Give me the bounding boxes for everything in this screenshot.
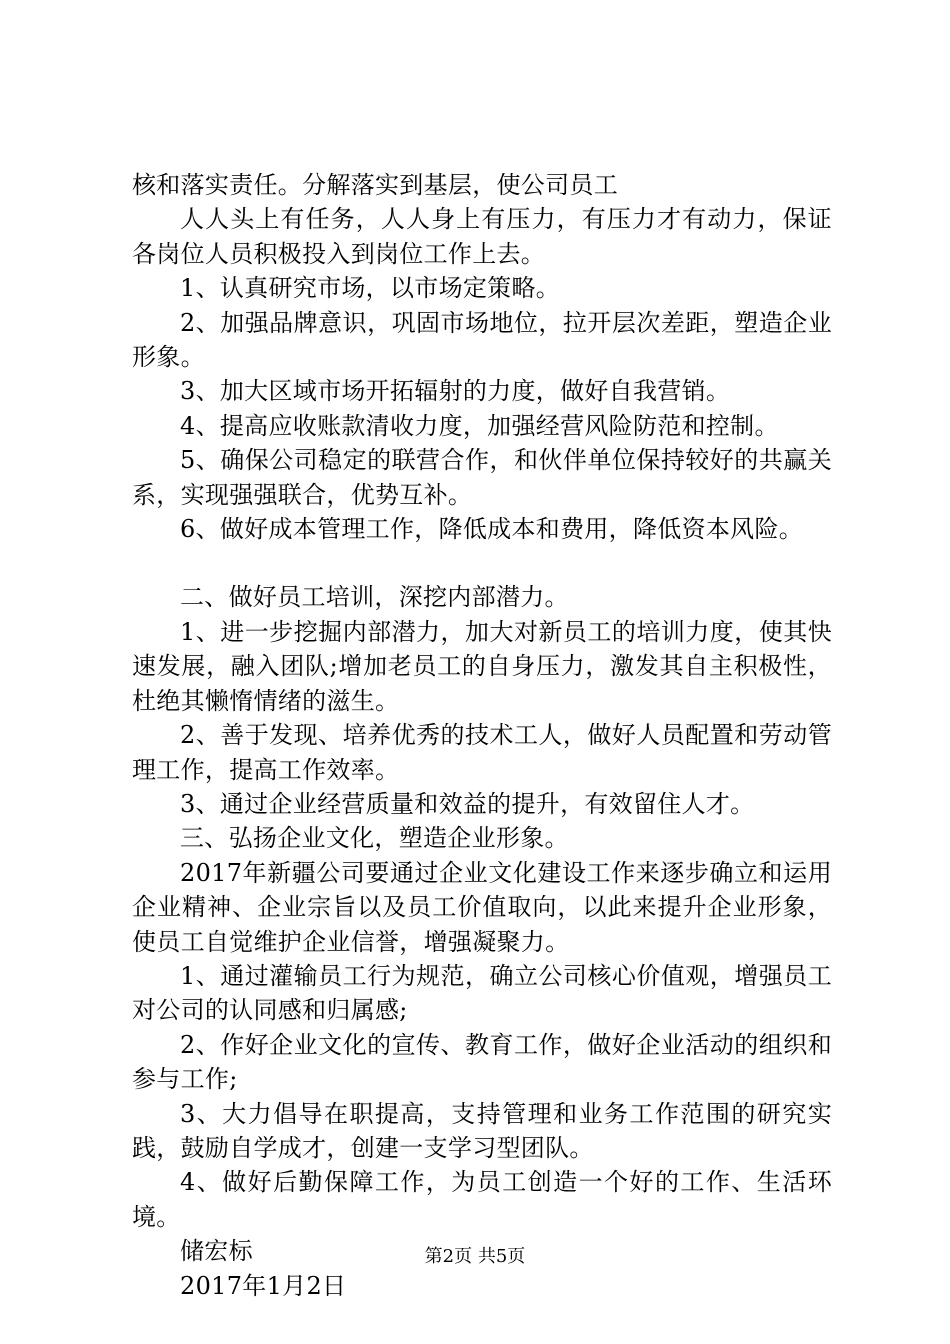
section-heading: 三、弘扬企业文化，塑造企业形象。 bbox=[180, 824, 569, 853]
list-item: 2、加强品牌意识，巩固市场地位，拉开层次差距，塑造企业形象。 bbox=[132, 308, 832, 372]
list-item: 2、善于发现、培养优秀的技术工人，做好人员配置和劳动管理工作，提高工作效率。 bbox=[132, 721, 832, 784]
paragraph: 人人头上有任务，人人身上有压力，有压力才有动力，保证各岗位人员积极投入到岗位工作上去。 bbox=[132, 205, 832, 268]
list-item: 4、提高应收账款清收力度，加强经营风险防范和控制。 bbox=[180, 411, 779, 440]
list-item: 3、大力倡导在职提高，支持管理和业务工作范围的研究实践，鼓励自学成才，创建一支学习型团队。 bbox=[132, 1099, 832, 1162]
list-item: 3、通过企业经营质量和效益的提升，有效留住人才。 bbox=[180, 789, 755, 818]
list-item: 4、做好后勤保障工作，为员工创造一个好的工作、生活环境。 bbox=[132, 1168, 832, 1231]
signature-name: 储宏标 bbox=[180, 1237, 253, 1266]
list-item: 1、通过灌输员工行为规范，确立公司核心价值观，增强员工对公司的认同感和归属感; bbox=[132, 961, 832, 1025]
paragraph: 2017年新疆公司要通过企业文化建设工作来逐步确立和运用企业精神、企业宗旨以及员工价值取向，以此来提升企业形象，使员工自觉维护企业信誉，增强凝聚力。 bbox=[132, 858, 832, 956]
paragraph: 核和落实责任。分解落实到基层，使公司员工 bbox=[132, 171, 618, 199]
page-footer: 第2页 共5页 bbox=[424, 1246, 526, 1267]
section-heading: 二、做好员工培训，深挖内部潜力。 bbox=[180, 583, 569, 612]
list-item: 1、认真研究市场，以市场定策略。 bbox=[180, 274, 561, 303]
signature-date: 2017年1月2日 bbox=[180, 1271, 347, 1300]
list-item: 5、确保公司稳定的联营合作，和伙伴单位保持较好的共赢关系，实现强强联合，优势互补。 bbox=[132, 446, 832, 509]
document-body bbox=[132, 168, 832, 1303]
list-item: 1、进一步挖掘内部潜力，加大对新员工的培训力度，使其快速发展，融入团队;增加老员工的自身压力，激发其自主积极性，杜绝其懒惰情绪的滋生。 bbox=[132, 617, 832, 715]
list-item: 2、作好企业文化的宣传、教育工作，做好企业活动的组织和参与工作; bbox=[132, 1030, 832, 1094]
paragraph-gap bbox=[132, 546, 832, 580]
list-item: 6、做好成本管理工作，降低成本和费用，降低资本风险。 bbox=[180, 515, 804, 544]
list-item: 3、加大区域市场开拓辐射的力度，做好自我营销。 bbox=[180, 377, 731, 406]
